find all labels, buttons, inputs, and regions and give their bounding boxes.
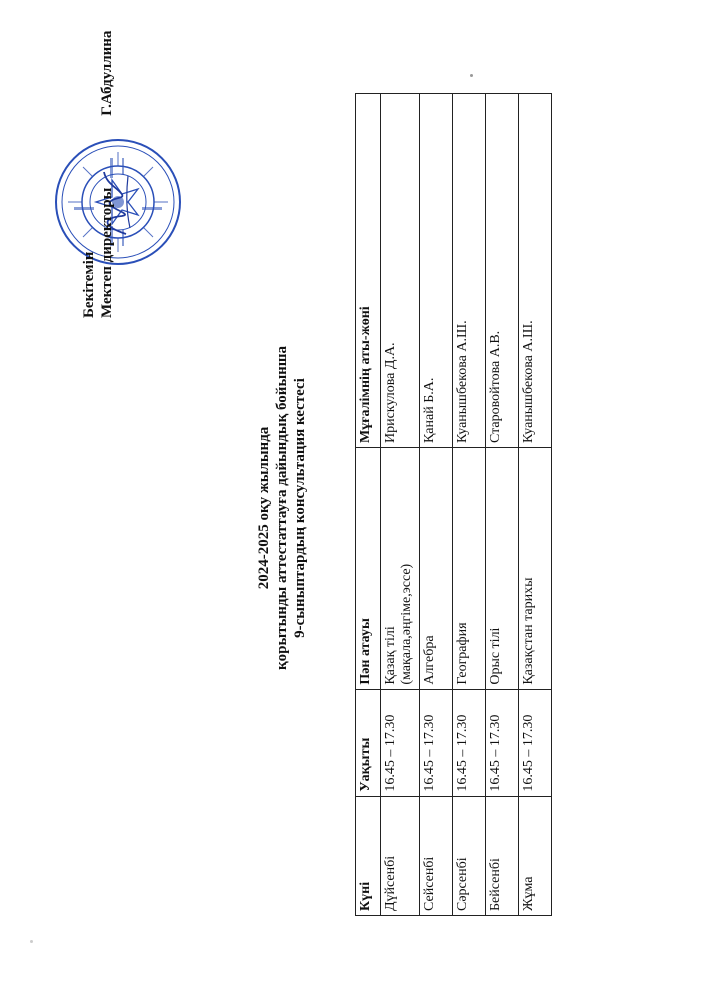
day-cell: Сәрсенбі xyxy=(453,796,486,915)
header-teacher: Мұғалімнің аты-жөні xyxy=(356,94,381,448)
time-cell: 16.45 – 17.30 xyxy=(381,689,420,796)
subject-cell xyxy=(381,448,420,690)
director-title: Мектеп директоры xyxy=(99,187,115,318)
director-line xyxy=(98,31,116,318)
director-name: Г.Абдуллина xyxy=(99,30,115,116)
day-cell: Жұма xyxy=(519,796,552,915)
time-cell: 16.45 – 17.30 xyxy=(453,689,486,796)
time-cell: 16.45 – 17.30 xyxy=(486,689,519,796)
table-header-row xyxy=(356,94,381,916)
approval-line: Бекітемін xyxy=(81,251,97,318)
time-cell: 16.45 – 17.30 xyxy=(420,689,453,796)
subject-name: Қазақ тілі xyxy=(383,626,398,685)
scan-speck xyxy=(470,74,473,77)
consultation-schedule-table xyxy=(355,93,552,916)
header-day: Күні xyxy=(356,796,381,915)
approval-block xyxy=(80,31,116,318)
subject-note: (мақала,әңгіме,эссе) xyxy=(399,563,414,685)
subject-cell: География xyxy=(453,448,486,690)
table-row xyxy=(519,94,552,916)
day-cell: Сейсенбі xyxy=(420,796,453,915)
title-line-2: қорытынды аттестаттауға дайындық бойынша xyxy=(274,346,290,670)
day-cell: Бейсенбі xyxy=(486,796,519,915)
teacher-cell: Қанай Б.А. xyxy=(420,94,453,448)
time-cell: 16.45 – 17.30 xyxy=(519,689,552,796)
teacher-cell: Куанышбекова А.Ш. xyxy=(519,94,552,448)
teacher-cell: Ирискулова Д.А. xyxy=(381,94,420,448)
header-subject: Пән атауы xyxy=(356,448,381,690)
scan-speck xyxy=(30,940,33,943)
subject-cell: Қазақстан тарихы xyxy=(519,448,552,690)
teacher-cell: Старовойтова А.В. xyxy=(486,94,519,448)
title-line-3: 9-сыныптардың консультация кестесі xyxy=(292,378,308,638)
table-row xyxy=(420,94,453,916)
document-title xyxy=(255,188,309,828)
table-row xyxy=(453,94,486,916)
subject-cell: Орыс тілі xyxy=(486,448,519,690)
table-row xyxy=(486,94,519,916)
subject-cell: Алгебра xyxy=(420,448,453,690)
day-cell: Дүйсенбі xyxy=(381,796,420,915)
table-row xyxy=(381,94,420,916)
title-line-1: 2024-2025 оқу жылында xyxy=(256,426,272,590)
header-time: Уақыты xyxy=(356,689,381,796)
teacher-cell: Куанышбекова А.Ш. xyxy=(453,94,486,448)
